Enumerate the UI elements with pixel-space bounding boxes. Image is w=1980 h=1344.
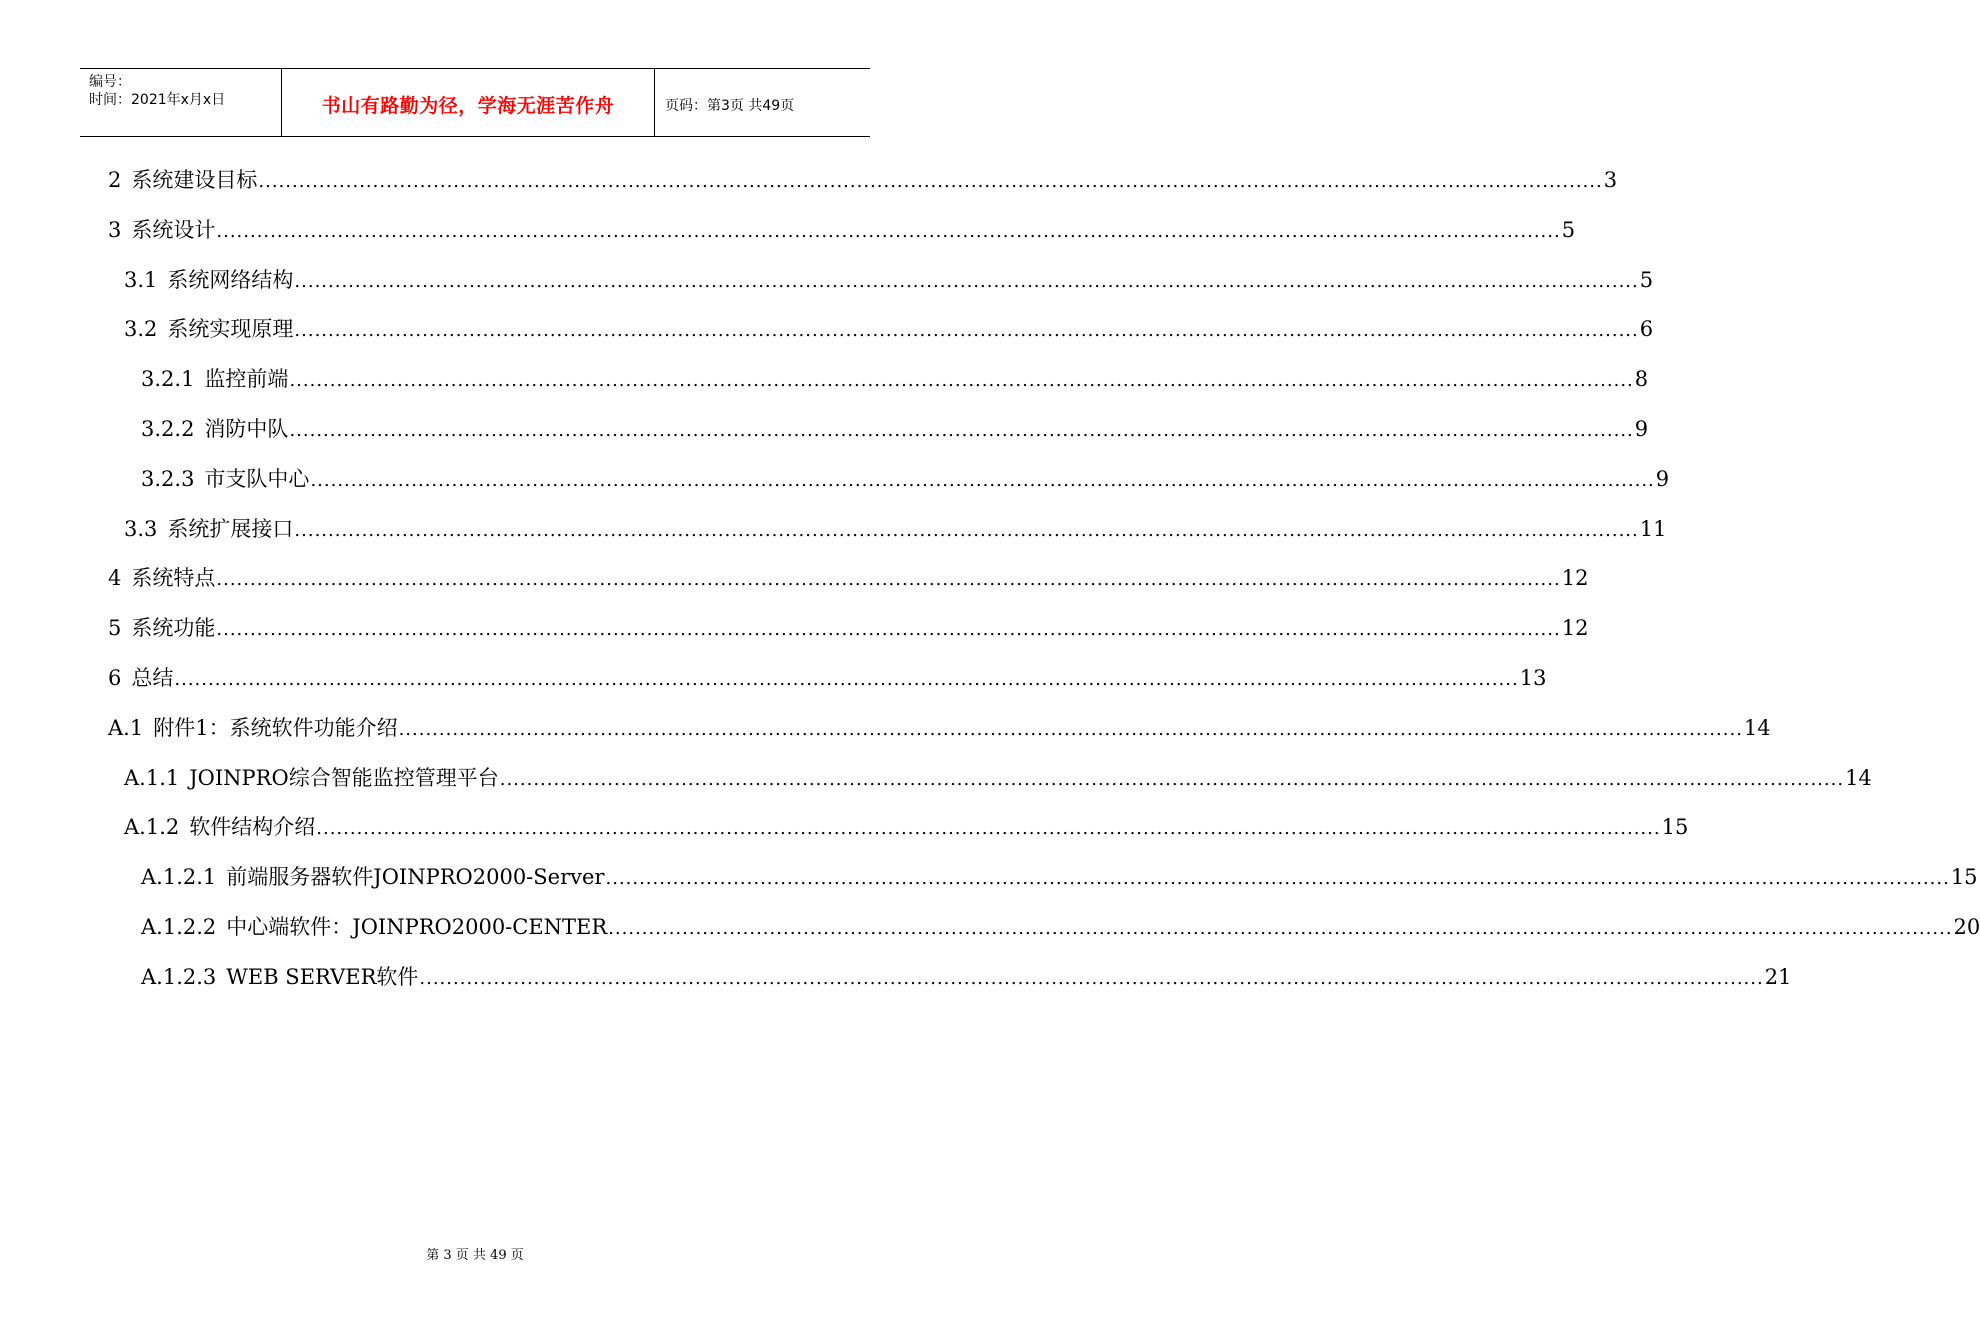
toc-entry-title: 中心端软件：JOINPRO2000-CENTER	[226, 915, 608, 939]
toc-leader-dots: ........................................................................................................................................................................................................	[499, 768, 1845, 790]
toc-leader-dots: ........................................................................................................................................................................................................	[294, 270, 1639, 292]
toc-entry-label	[108, 165, 257, 195]
toc-leader-dots: ........................................................................................................................................................................................................	[316, 818, 1661, 840]
toc-leader-dots: ........................................................................................................................................................................................................	[216, 220, 1561, 242]
toc-entry-page: 14	[1743, 715, 1771, 740]
toc-entry[interactable]	[141, 912, 1980, 942]
toc-entry-page: 15	[1950, 865, 1978, 890]
toc-entry[interactable]	[124, 812, 1689, 842]
toc-entry-page: 14	[1845, 765, 1872, 790]
toc-entry-page: 6	[1639, 317, 1654, 342]
toc-entry-number: 6	[108, 666, 122, 690]
toc-leader-dots: ........................................................................................................................................................................................................	[398, 718, 1743, 740]
toc-entry-page: 13	[1519, 666, 1547, 690]
header-page-cell	[655, 69, 870, 136]
toc-entry-label	[124, 812, 315, 842]
toc-entry-number: 3.2	[124, 317, 158, 342]
toc-entry-title: 附件1：系统软件功能介绍	[153, 715, 398, 740]
toc-entry-label	[141, 464, 309, 494]
toc-entry[interactable]	[141, 862, 1978, 892]
toc-entry-page: 20	[1953, 915, 1980, 939]
toc-entry[interactable]	[124, 514, 1667, 544]
toc-entry-label	[124, 763, 499, 793]
toc-entry-number: 3.2.1	[141, 367, 195, 392]
toc-leader-dots: ........................................................................................................................................................................................................	[419, 967, 1764, 989]
toc-entry[interactable]	[141, 464, 1670, 494]
toc-entry-number: A.1.2.3	[141, 964, 217, 989]
toc-entry-number: A.1.1	[124, 765, 180, 790]
toc-entry-title: 系统设计	[131, 217, 216, 242]
toc-entry-title: 系统实现原理	[167, 317, 294, 342]
toc-leader-dots: ........................................................................................................................................................................................................	[605, 868, 1950, 890]
toc-entry-number: A.1.2.1	[141, 865, 217, 890]
toc-entry-label	[124, 314, 293, 344]
toc-entry-title: 系统扩展接口	[167, 516, 294, 541]
toc-entry[interactable]	[108, 713, 1771, 743]
toc-entry-title: JOINPRO综合智能监控管理平台	[189, 765, 499, 790]
toc-leader-dots: ........................................................................................................................................................................................................	[216, 619, 1561, 641]
page-header	[80, 68, 870, 137]
toc-leader-dots: ........................................................................................................................................................................................................	[294, 519, 1639, 541]
toc-entry-page: 11	[1639, 516, 1667, 541]
toc-entry[interactable]	[108, 613, 1589, 643]
toc-entry[interactable]	[141, 962, 1792, 992]
toc-entry-page: 12	[1561, 566, 1589, 591]
toc-entry[interactable]	[108, 563, 1589, 593]
toc-entry-number: 3.3	[124, 516, 158, 541]
toc-entry-number: 5	[108, 616, 122, 641]
document-number-label: 编号：	[89, 74, 131, 90]
toc-entry-title: 市支队中心	[204, 466, 310, 491]
toc-entry[interactable]	[141, 414, 1649, 444]
toc-entry-label	[108, 563, 215, 593]
toc-entry-page: 5	[1561, 217, 1576, 242]
toc-entry[interactable]	[108, 165, 1618, 195]
toc-entry-label	[124, 265, 293, 295]
header-meta	[80, 69, 281, 136]
toc-entry-title: 监控前端	[204, 367, 289, 392]
toc-leader-dots: ........................................................................................................................................................................................................	[294, 320, 1639, 342]
toc-entry-number: 2	[108, 168, 122, 192]
toc-leader-dots: ........................................................................................................................................................................................................	[310, 469, 1655, 491]
header-motto: 书山有路勤为径，学海无涯苦作舟	[321, 95, 615, 117]
header-motto-cell	[281, 69, 655, 136]
toc-entry-page: 9	[1634, 417, 1649, 441]
toc-entry-label	[108, 613, 215, 643]
toc-entry[interactable]	[108, 663, 1547, 693]
toc-entry-title: 系统建设目标	[131, 168, 258, 192]
toc-entry[interactable]	[124, 314, 1654, 344]
toc-entry-page: 15	[1661, 815, 1689, 840]
toc-entry-label	[141, 912, 607, 942]
document-time-label: 时间：2021年x月x日	[89, 92, 226, 108]
toc-entry-page: 21	[1764, 964, 1792, 989]
toc-entry-label	[141, 364, 288, 394]
toc-entry-page: 5	[1639, 267, 1654, 292]
toc-entry-label	[108, 663, 173, 693]
toc-entry-number: 4	[108, 566, 122, 591]
toc-leader-dots: ........................................................................................................................................................................................................	[289, 370, 1634, 392]
page-footer: 第 3 页 共 49 页	[426, 1248, 524, 1263]
toc-entry-label	[141, 862, 604, 892]
toc-entry[interactable]	[108, 215, 1576, 245]
toc-entry-page: 9	[1655, 466, 1670, 491]
toc-entry-label	[141, 414, 288, 444]
toc-leader-dots: ........................................................................................................................................................................................................	[258, 171, 1603, 192]
toc-leader-dots: ........................................................................................................................................................................................................	[216, 569, 1561, 591]
toc-entry-page: 12	[1561, 616, 1589, 641]
toc-entry-number: A.1.2.2	[141, 915, 217, 939]
toc-entry-title: 软件结构介绍	[189, 815, 316, 840]
toc-leader-dots: ........................................................................................................................................................................................................	[174, 669, 1519, 690]
toc-entry-number: 3	[108, 217, 122, 242]
toc-entry-label	[124, 514, 293, 544]
toc-entry-title: 系统特点	[131, 566, 216, 591]
toc-entry-page: 3	[1603, 168, 1618, 192]
toc-entry-title: 总结	[131, 666, 174, 690]
toc-entry-number: A.1.2	[124, 815, 180, 840]
toc-entry-number: 3.2.2	[141, 417, 195, 441]
toc-leader-dots: ........................................................................................................................................................................................................	[289, 420, 1634, 441]
header-page-info: 页码：第3页 共49页	[665, 97, 795, 114]
toc-entry-title: 系统功能	[131, 616, 216, 641]
toc-entry[interactable]	[124, 763, 1872, 793]
toc-entry-number: 3.1	[124, 267, 158, 292]
toc-entry-title: WEB SERVER软件	[226, 964, 419, 989]
toc-leader-dots: ........................................................................................................................................................................................................	[608, 918, 1953, 939]
toc-entry[interactable]	[124, 265, 1654, 295]
toc-entry-title: 系统网络结构	[167, 267, 294, 292]
toc-entry-title: 消防中队	[204, 417, 289, 441]
toc-entry-page: 8	[1634, 367, 1649, 392]
toc-entry-label	[108, 215, 215, 245]
toc-entry-label	[141, 962, 418, 992]
toc-entry[interactable]	[141, 364, 1649, 394]
toc-entry-number: A.1	[108, 715, 144, 740]
toc-entry-label	[108, 713, 398, 743]
toc-entry-title: 前端服务器软件JOINPRO2000-Server	[226, 865, 605, 890]
toc-entry-number: 3.2.3	[141, 466, 195, 491]
